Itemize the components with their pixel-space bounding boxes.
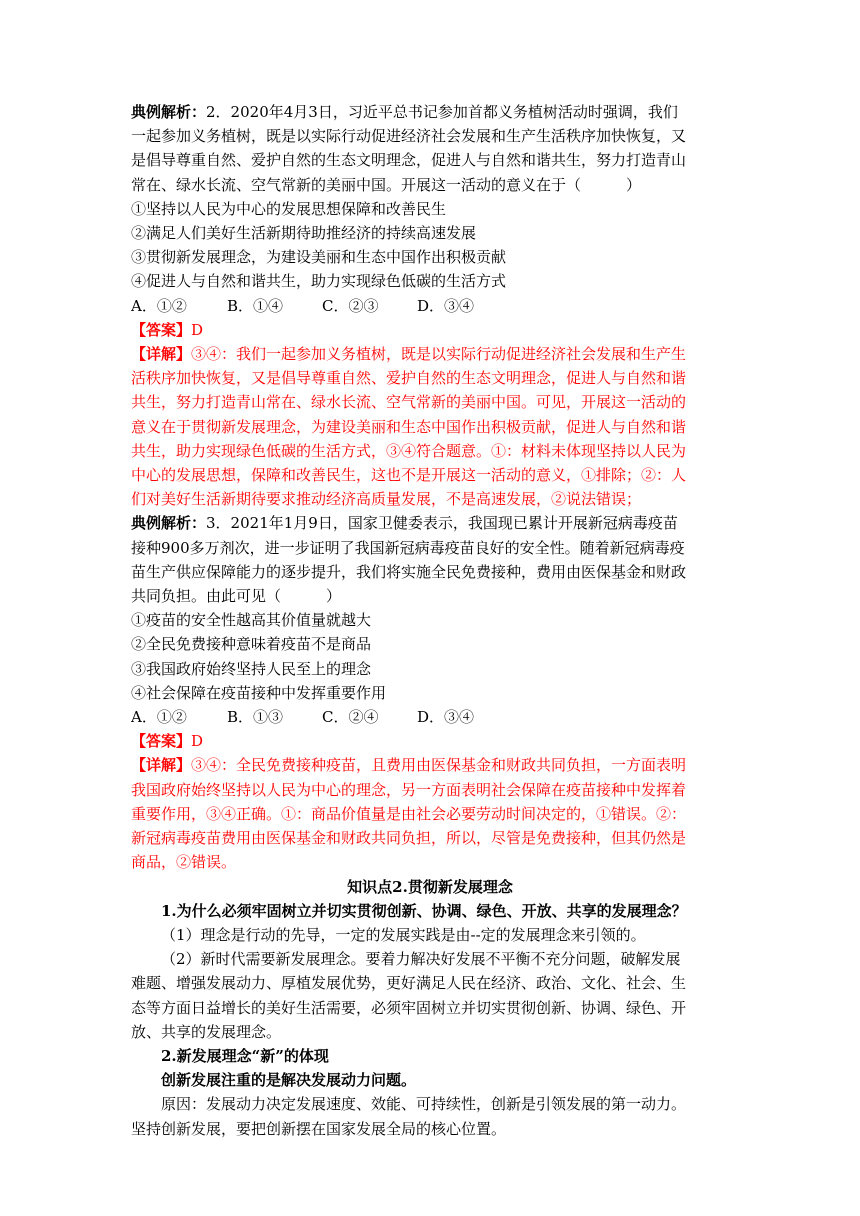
detail-line: 商品，②错误。	[131, 853, 237, 872]
answer-label: 【答案】	[131, 732, 192, 751]
question-stem-line: 常在、绿水长流、空气常新的美丽中国。开展这一活动的意义在于（ ）	[131, 175, 642, 194]
detail-line: 中心的发展思想，保障和改善民生，这也不是开展这一活动的意义，①排除；②：人	[131, 466, 687, 485]
option-d: D．③④	[417, 296, 475, 315]
answer-options	[131, 294, 729, 318]
detail-line: 共生，努力打造青山常在、绿水长流、空气常新的美丽中国。可见，开展这一活动的	[131, 393, 687, 412]
choice-item: ③我国政府始终坚持人民至上的理念	[131, 659, 372, 678]
paragraph-line: （2）新时代需要新发展理念。要着力解决好发展不平衡不充分问题，破解发展	[161, 950, 681, 969]
choice-item: ④促进人与自然和谐共生，助力实现绿色低碳的生活方式	[131, 272, 507, 291]
question-stem-line: 共同负担。由此可见（ ）	[131, 587, 342, 606]
section-heading: 知识点2.贯彻新发展理念	[347, 877, 513, 896]
paragraph-line: 态等方面日益增长的美好生活需要，必须牢固树立并切实贯彻创新、协调、绿色、开	[131, 998, 687, 1017]
option-c: C．②④	[322, 708, 379, 727]
detail-line: 重要作用，③④正确。①：商品价值量是由社会必要劳动时间决定的，①错误。②：	[131, 804, 687, 823]
choice-item: ②满足人们美好生活新期待助推经济的持续高速发展	[131, 224, 477, 243]
detail-label: 【详解】	[131, 756, 192, 775]
choice-item: ②全民免费接种意味着疫苗不是商品	[131, 635, 372, 654]
question-stem-line: 典例解析：2．2020年4月3日，习近平总书记参加首都义务植树活动时强调，我们	[131, 103, 678, 121]
subheading: 创新发展注重的是解决发展动力问题。	[161, 1071, 417, 1090]
detail-line: 【详解】③④：我们一起参加义务植树，既是以实际行动促进经济社会发展和生产生	[131, 345, 687, 364]
choice-item: ④社会保障在疫苗接种中发挥重要作用	[131, 683, 387, 702]
answer-options	[131, 705, 729, 729]
paragraph-line: 放、共享的发展理念。	[131, 1022, 282, 1041]
answer-label: 【答案】	[131, 320, 192, 339]
detail-line: 们对美好生活新期待要求推动经济高质量发展，不是高速发展，②说法错误；	[131, 490, 642, 509]
choice-item: ③贯彻新发展理念，为建设美丽和生态中国作出积极贡献	[131, 248, 507, 267]
question-stem-line: 苗生产供应保障能力的逐步提升，我们将实施全民免费接种，费用由医保基金和财政	[131, 562, 687, 581]
detail-label: 【详解】	[131, 345, 192, 364]
option-a: A．①②	[131, 296, 187, 315]
example-label: 典例解析：	[131, 514, 207, 533]
option-b: B．①③	[227, 708, 284, 727]
example-label: 典例解析：	[131, 103, 207, 121]
question-stem-line: 典例解析：3．2021年1月9日，国家卫健委表示，我国现已累计开展新冠病毒疫苗	[131, 514, 678, 533]
example-2	[131, 100, 729, 511]
detail-line: 新冠病毒疫苗费用由医保基金和财政共同负担，所以，尽管是免费接种，但其仍然是	[131, 829, 687, 848]
paragraph-line: 坚持创新发展，要把创新摆在国家发展全局的核心位置。	[131, 1119, 507, 1138]
answer-value: D	[191, 732, 204, 751]
answer-value: D	[191, 320, 204, 339]
paragraph-line: 原因：发展动力决定发展速度、效能、可持续性，创新是引领发展的第一动力。	[161, 1095, 687, 1114]
question-heading: 1.为什么必须牢固树立并切实贯彻创新、协调、绿色、开放、共享的发展理念？	[161, 901, 687, 920]
question-stem-line: 是倡导尊重自然、爱护自然的生态文明理念，促进人与自然和谐共生，努力打造青山	[131, 151, 687, 170]
question-stem-line: 一起参加义务植树，既是以实际行动促进经济社会发展和生产生活秩序加快恢复，又	[131, 127, 687, 146]
knowledge-point-2	[131, 875, 729, 1141]
answer-line	[131, 318, 729, 342]
paragraph-line: （1）理念是行动的先导，一定的发展实践是由--定的发展理念来引领的。	[161, 925, 646, 944]
option-b: B．①④	[227, 296, 284, 315]
detail-line: 共生，助力实现绿色低碳的生活方式，③④符合题意。①：材料未体现坚持以人民为	[131, 441, 687, 460]
question-heading: 2.新发展理念“新”的体现	[161, 1046, 329, 1065]
option-a: A．①②	[131, 708, 187, 727]
example-3	[131, 511, 729, 874]
option-c: C．②③	[322, 296, 379, 315]
detail-line: 活秩序加快恢复，又是倡导尊重自然、爱护自然的生态文明理念，促进人与自然和谐	[131, 369, 687, 388]
paragraph-line: 难题、增强发展动力、厚植发展优势，更好满足人民在经济、政治、文化、社会、生	[131, 974, 687, 993]
choice-item: ①疫苗的安全性越高其价值量就越大	[131, 611, 372, 630]
choice-item: ①坚持以人民为中心的发展思想保障和改善民生	[131, 199, 447, 218]
option-d: D．③④	[417, 708, 475, 727]
detail-line: 【详解】③④：全民免费接种疫苗，且费用由医保基金和财政共同负担，一方面表明	[131, 756, 687, 775]
detail-line: 意义在于贯彻新发展理念，为建设美丽和生态中国作出积极贡献，促进人与自然和谐	[131, 417, 687, 436]
question-stem-line: 接种900多万剂次，进一步证明了我国新冠病毒疫苗良好的安全性。随着新冠病毒疫	[131, 538, 685, 557]
detail-line: 我国政府始终坚持以人民为中心的理念，另一方面表明社会保障在疫苗接种中发挥着	[131, 780, 687, 799]
answer-line	[131, 729, 729, 753]
